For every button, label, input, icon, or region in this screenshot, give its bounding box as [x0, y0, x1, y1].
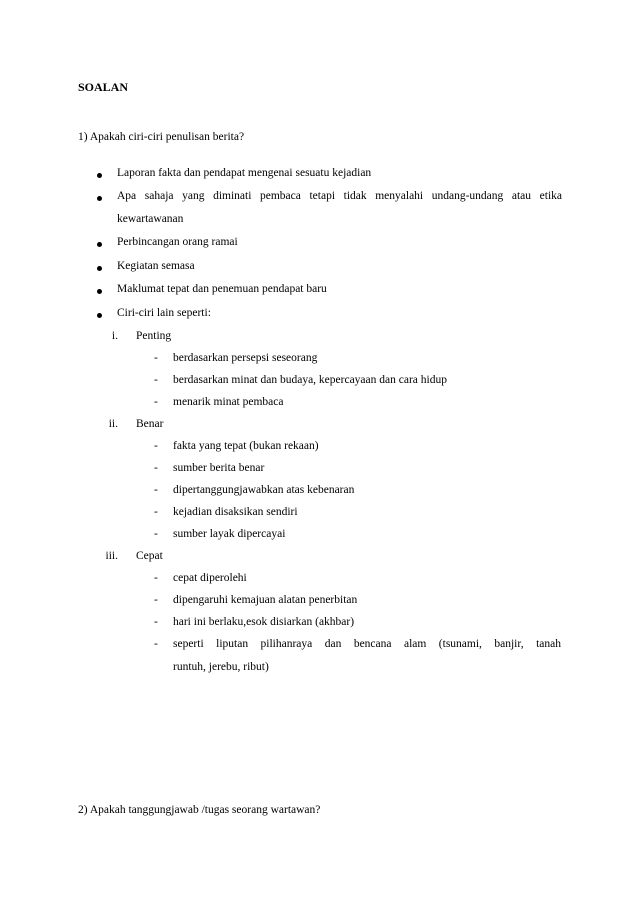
list-item: hari ini berlaku,esok disiarkan (akhbar): [173, 616, 355, 628]
section-numeral: i.: [111, 330, 118, 342]
section-label: Benar: [136, 418, 164, 430]
page-heading: SOALAN: [78, 80, 129, 94]
section-label: Penting: [136, 330, 172, 342]
bullet-icon: [97, 196, 102, 201]
bullet-icon: [97, 242, 102, 247]
question-2: 2) Apakah tanggungjawab /tugas seorang wartawan?: [78, 804, 321, 816]
bullet-icon: [97, 173, 102, 178]
list-item: fakta yang tepat (bukan rekaan): [173, 440, 319, 452]
list-item: berdasarkan minat dan budaya, kepercayaan dan cara hidup: [173, 374, 447, 386]
list-item: kejadian disaksikan sendiri: [173, 506, 298, 518]
list-item: berdasarkan persepsi seseorang: [173, 352, 318, 364]
section-numeral: iii.: [105, 550, 118, 562]
list-item-continuation: runtuh, jerebu, ribut): [173, 661, 269, 673]
list-item: dipertanggungjawabkan atas kebenaran: [173, 484, 355, 496]
list-item: menarik minat pembaca: [173, 396, 284, 408]
question-1: 1) Apakah ciri-ciri penulisan berita?: [78, 131, 245, 143]
list-item: sumber layak dipercayai: [173, 528, 286, 540]
list-item: dipengaruhi kemajuan alatan penerbitan: [173, 594, 358, 606]
list-item: sumber berita benar: [173, 462, 265, 474]
section-label: Cepat: [136, 550, 163, 562]
list-item: cepat diperolehi: [173, 572, 247, 584]
section-numeral: ii.: [108, 418, 118, 430]
bullet-icon: [97, 289, 102, 294]
bullet-icon: [97, 266, 102, 271]
list-item: seperti liputan pilihanraya dan bencana alam (tsunami, banjir, tanah: [173, 638, 561, 650]
bullet-icon: [97, 313, 102, 318]
